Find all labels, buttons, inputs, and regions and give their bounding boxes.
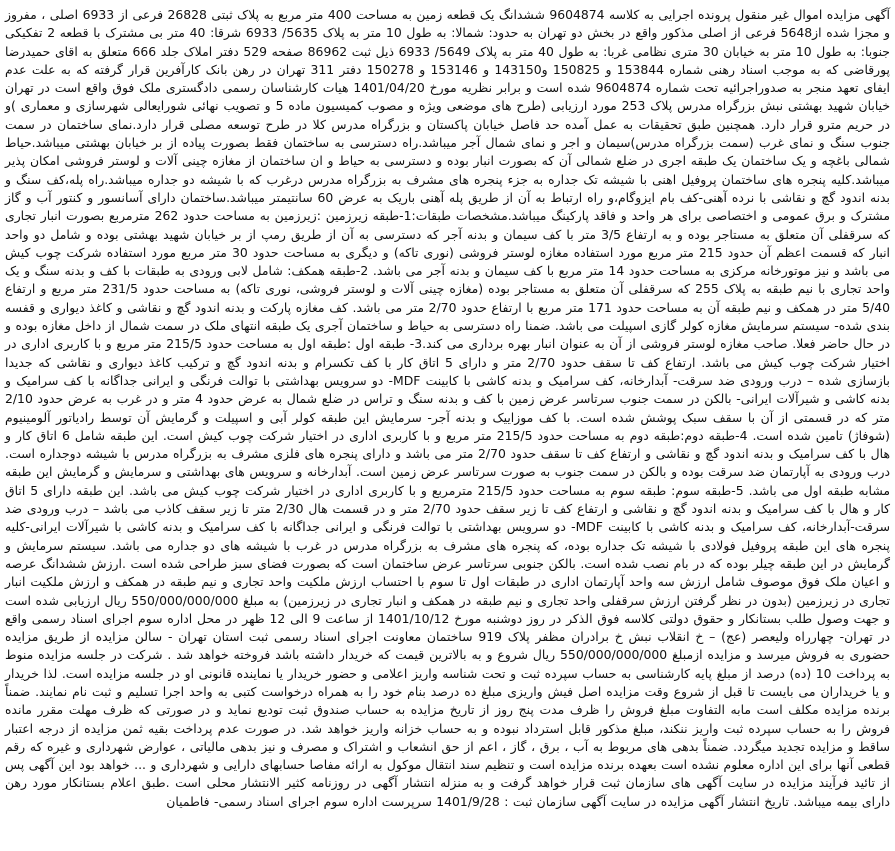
auction-notice-text: آگهی مزایده اموال غیر منقول پرونده اجرایی به کلاسه 9604874 ششدانگ یک قطعه زمین به مساحت 400 متر مربع به پلاک ثبتی 26828 فرعی از 6933 اصلی ، مفروز و مجزا شده از5648 فرعی از اصلی مذکور واقع در بخش دو تهران به حدود: شمالا: به طول 10 متر به پلاک 5635/ 6933 شرقا: 40 متر بی مشترک با قطعه 2 تفکیکی جنوبا: به طول 10 متر به خیابان 30 متری نظامی غربا: به طول 40 متر به پلاک 5649/ 6933 ذیل ثبت 86962 صفحه 529 دفتر املاک جلد 666 متعلق به اقای حمیدرضا پورقاضی که به موجب اسناد رهنی شماره 153844 و 150825 و143150 و 153146 و 150278 دفتر 311 تهران در رهن بانک کارآفرین قرار گرفته که به علت عدم ایفای تعهد منجر به صدوراجرائیه تحت شماره 9604874 شده است و برابر نظریه مورخ 1401/04/20 هیات کارشناسان رسمی دادگستری ملک فوق واقع است در تهران خیابان شهید بهشتی نبش بزرگراه مدرس پلاک 253 مورد ارزیابی (طرح های موضعی ویژه و مصوب کمیسیون ماده 5 و تصویب نهائی شورایعالی شهرسازی و معماری )و در حریم مترو قرار دارد. همچنین طبق تحقیقات به عمل آمده حد فاصل خیابان پاکستان و بزرگراه مدرس کلا در طرح توسعه مصلی قرار دارد.نمای ساختمان در سمت جنوب سنگ و نمای غرب (سمت بزرگراه مدرس)سیمان و اجر و نمای شمال آجر میباشد.راه دسترسی به ساختمان فقط بصورت پیاده از بر خیابان بهشتی میباشد.حیاط شمالی باغچه و یک ساختمان یک طبقه اجری در ضلع شمالی آن که بصورت انبار بوده و دسترسی به حیاط و ان ساختمان از مغازه چینی آلات و لوستر فروشی امکان پذیر میباشد.کلیه پنجره های ساختمان پروفیل اهنی با شیشه تک جداره به جزء پنجره های مشرف به بزرگراه مدرس درغرب که با شیشه دو جداره میباشد.راه پله،کف سنگ و بدنه اندود گچ و نقاشی با نرده آهنی-کف بام ایزوگام،و راه ارتباط به آن از طریق پله آهنی باریک به عرض 60 سانتیمتر میباشد.ساختمان دارای آسانسور و کنتور آب و گاز مشترک و برق عمومی و اختصاصی برای هر واحد و فاقد پارکینگ میباشد.مشخصات طبقات:1-طبقه زیرزمین :زیرزمین به مساحت حدود 262 مترمربع بصورت انبار تجاری که سرقفلی آن متعلق به مستاجر بوده و به ارتفاع 3/5 متر با کف سیمان و بدنه آجر که دسترسی به آن از طریق رمپ از بر خیابان شهید بهشتی بوده و شامل دو واحد انبار که قسمت اعظم آن حدود 215 متر مربع مورد استفاده مغازه لوستر فروشی (نوری تاکه) و دیگری به مساحت حدود 30 متر مربع مورد استفاده شرکت چوب کیش می باشد و نیز موتورخانه مرکزی به مساحت حدود 14 متر مربع با کف سیمان و بدنه آجر می باشد. 2-طبقه همکف: شامل لابی ورودی به طبقات با کف و بدنه سنگ و یک واحد تجاری با نیم طبقه به پلاک 255 که سرقفلی آن متعلق به مستاجر بوده (مغازه چینی آلات و لوستر فروشی، نوری تاکه) به مساحت حدود 231/5 متر مربع و ارتفاع 5/40 متر در همکف و نیم طبقه آن به مساحت حدود 171 متر مربع با ارتفاع حدود 2/70 متر می باشد. کف مغازه پارکت و بدنه اندود گچ و نقاشی و کاغذ دیواری و قفسه بندی شده- سیستم سرمایش مغازه کولر گازی اسپیلت می باشد. ضمنا راه دسترسی به حیاط و ساختمان آجری یک طبقه انتهای ملک در سمت شمال از داخل مغازه بوده و در حال حاضر فعلا. صاحب مغازه لوستر فروشی از آن به عنوان انبار بهره برداری می کند.3- طبقه اول :طبقه اول به مساحت حدود 215/5 متر مربع و با کاربری اداری در اختیار شرکت چوب کیش می باشد. ارتفاع کف تا سقف حدود 2/70 متر و دارای 5 اتاق کار با کف تکسرام و بدنه اندود گچ و ترکیب کاغذ دیواری و نقاشی که جدیدا بازسازی شده – درب ورودی ضد سرقت- آبدارخانه، کف سرامیک و بدنه کاشی با کابینت MDF- دو سرویس بهداشتی با توالت فرنگی و ایرانی جداگانه با کف سرامیک و بدنه کاشی و شیرآلات ایرانی- بالکن در سمت جنوب سرتاسر عرض زمین با کف و بدنه سنگ و تراس در ضلع شمال به عرض حدود 4 متر و در غرب به عرض حدود 2/10 متر که در قسمتی از آن با سقف سبک پوشش شده است. با کف موزاییک و بدنه آجر- سرمایش این طبقه کولر آبی و اسپیلت و گرمایش آن توسط رادیاتور آلومینیوم (شوفاژ) تامین شده است. 4-طبقه دوم:طبقه دوم به مساحت حدود 215/5 متر مربع و با کاربری اداری در اختیار شرکت چوب کیش است. این طبقه شامل 6 اتاق کار و هال با کف سرامیک و بدنه اندود گچ و نقاشی و ارتفاع کف تا سقف حدود 2/70 متر می باشد و دارای پنجره های فلزی مشرف به بزرگراه مدرس با شیشه دوجداره است. درب ورودی به آپارتمان ضد سرقت بوده و بالکن در سمت جنوب به صورت سرتاسر عرض زمین است. آبدارخانه و سرویس های بهداشتی و سرمایش و گرمایش این طبقه مشابه طبقه اول می باشد. 5-طبقه سوم: طبقه سوم به مساحت حدود 215/5 مترمربع و با کاربری اداری در اختیار شرکت چوب کیش می باشد. این طبقه دارای 5 اتاق کار و هال با کف سرامیک و بدنه اندود گچ و نقاشی و ارتفاع کف تا زیر سقف حدود 2/70 متر و در قسمت هال 2/30 متر تا زیر سقف کاذب می باشد – درب ورودی ضد سرقت-آبدارخانه، کف سرامیک و بدنه کاشی با کابینت MDF- دو سرویس بهداشتی با توالت فرنگی و ایرانی جداگانه با کف سرامیک و بدنه کاشی با شیرآلات ایرانی-کلیه پنجره های این طبقه پروفیل فولادی با شیشه تک جداره بوده، که پنجره های مشرف به بزرگراه مدرس در غرب با شیشه های دو جداره می باشد. سیستم سرمایش و گرمایش در این طبقه چیلر بوده که در بام نصب شده است. بالکن جنوبی سرتاسر عرض ساختمان است که بصورت فضای سبز طراحی شده است .ارزش ششدانگ عرصه و اعیان ملک فوق موصوف شامل ارزش سه واحد آپارتمان اداری در طبقات اول تا سوم با احتساب ارزش ملکیت واحد تجاری و نیم طبقه در همکف و ارزش ملکیت انبار تجاری در زیرزمین (بدون در نظر گرفتن ارزش سرقفلی واحد تجاری و نیم طبقه در همکف و انبار تجاری در زیرزمین) به مبلغ 550/000/000/000 ریال ارزیابی شده است و جهت وصول طلب بستانکار و حقوق دولتی کلاسه فوق الذکر در روز دوشنبه مورخ 1401/10/12 از ساعت 9 الی 12 ظهر در محل اداره سوم اجرای اسناد رسمی واقع در تهران- چهارراه ولیعصر (عج) – خ انقلاب نبش خ برادران مظفر پلاک 919 ساختمان معاونت اجرای اسناد رسمی ثبت استان تهران - سالن مزایده از طریق مزایده حضوری به فروش میرسد و مزایده ازمبلغ 550/000/000/000 ریال شروع و به بالاترین قیمت که خریدار داشته باشد فروخته خواهد شد . شرکت در جلسه مزایده منوط به پرداخت 10 (ده) درصد از مبلغ پایه کارشناسی به حساب سپرده ثبت و تحت شناسه واریز اعلامی و حضور خریدار یا نماینده قانونی او در جلسه مزایده است. لذا خریدار و یا خریداران می بایست تا قبل از شروع وقت مزایده اصل فیش واریزی مبلغ ده درصد بنام خود را به همراه درخواست کتبی به واحد اجرا تسلیم و ثبت نام نمایند. ضمناً برنده مزایده مکلف است مابه التفاوت مبلغ فروش را ظرف مدت پنج روز از تاریخ مزایده به حساب صندوق ثبت تودیع نماید و در صورتی که ظرف مهلت مقرر مانده فروش را به حساب سپرده ثبت واریز ننکند، مبلغ مذکور قابل استرداد نبوده و به حساب خزانه واریز خواهد شد. در صورت عدم پرداخت بقیه ثمن مزایده از درجه اعتبار ساقط و مزایده تجدید میگردد. ضمناً بدهی های مربوط به آب ، برق ، گاز ، اعم از حق انشعاب و اشتراک و مصرف و نیز بدهی مالیاتی ، عوارض شهرداری و غیره که رقم قطعی آنها برای این اداره معلوم نشده است بعهده برنده مزایده است و تنظیم سند انتقال موکول به ارائه مفاصا حسابهای دارایی و شهرداری و ... خواهد بود این آگهی پس از تائید فرآیند مزایده در سایت آگهی های سازمان ثبت قرار خواهد گرفت و به منزله انتشار آگهی در روزنامه کثیر الانتشار محلی است .طبق اعلام بستانکار مورد رهن دارای بیمه میباشد. تاریخ انتشار آگهی مزایده در سایت آگهی سازمان ثبت : 1401/9/28 سرپرست اداره سوم اجرای اسناد رسمی- فاطمیان [5,7,891,809]
